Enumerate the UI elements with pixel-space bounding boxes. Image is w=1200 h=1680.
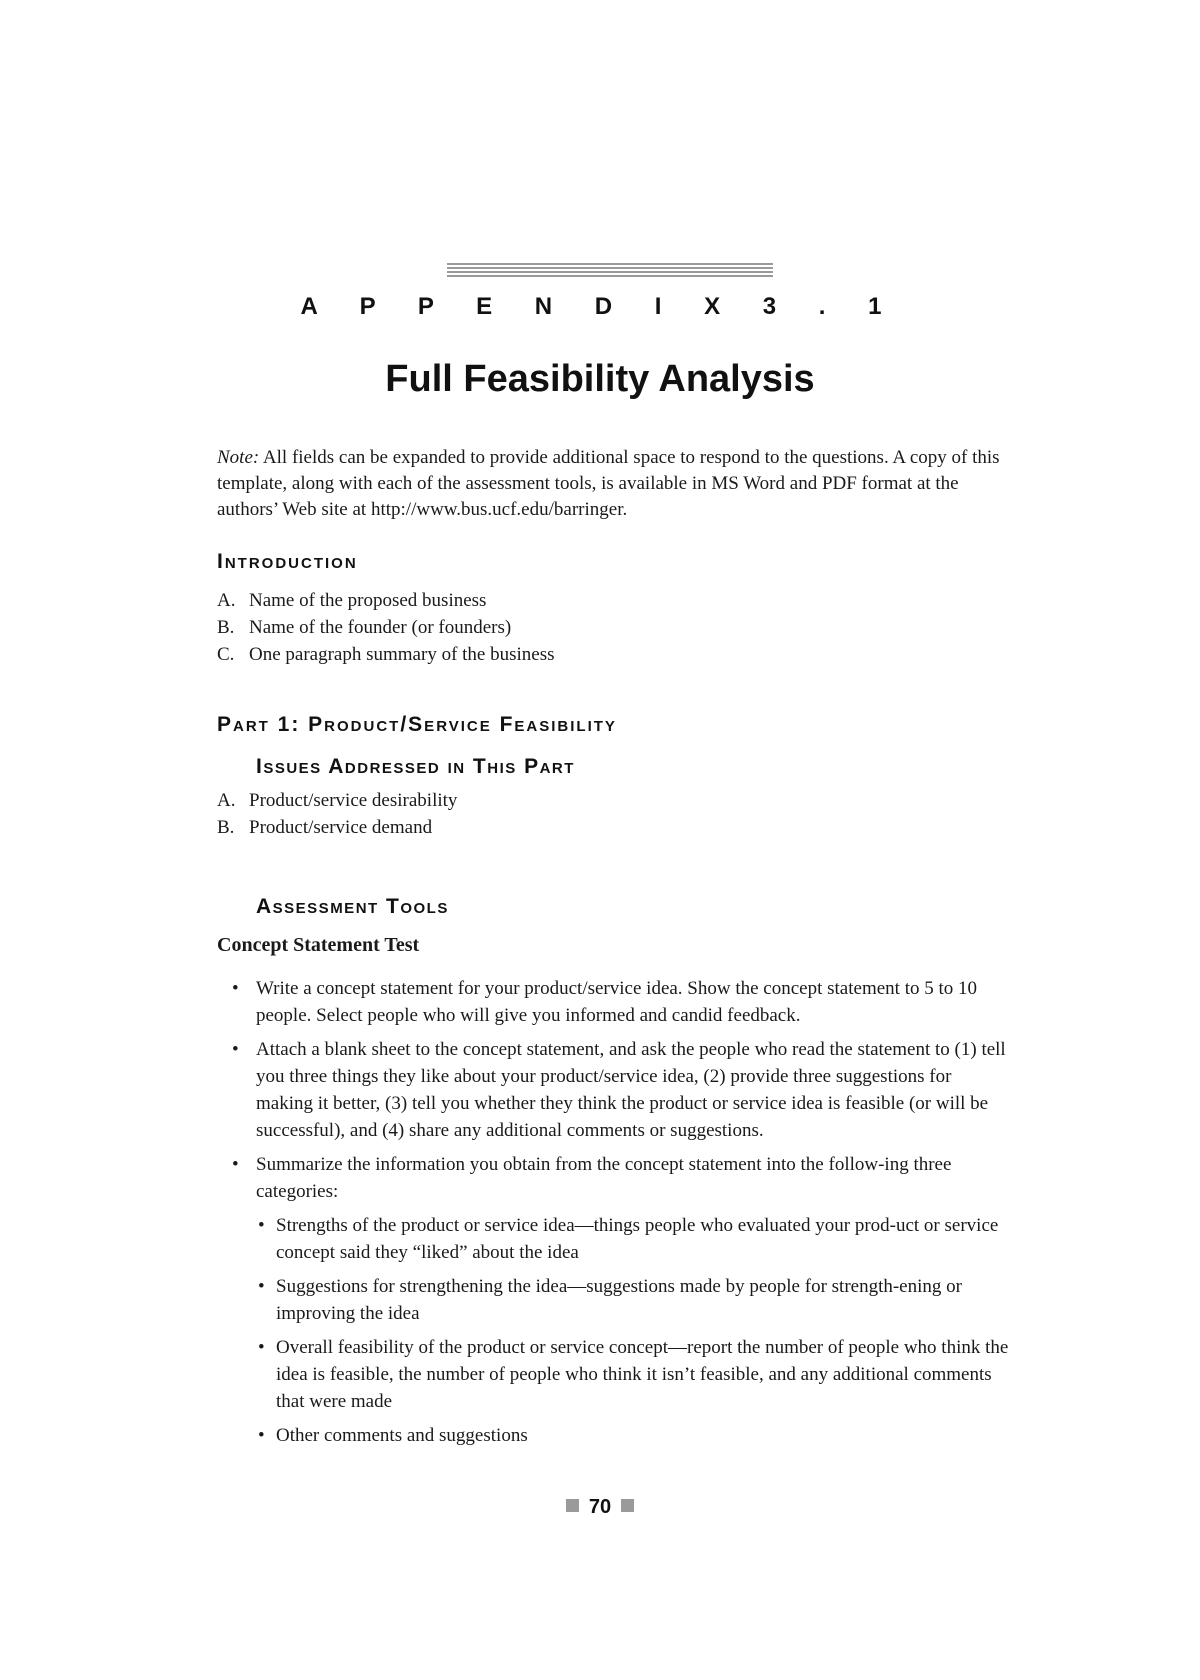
issues-list xyxy=(217,787,457,841)
note-paragraph xyxy=(217,445,1007,523)
part1-heading: Part 1: Product/Service Feasibility xyxy=(217,713,617,736)
list-item: A. Product/service desirability xyxy=(217,790,458,811)
sub-bullet-item: • Suggestions for strengthening the idea—suggestions made by people for strength-ening or improving the idea xyxy=(256,1273,1012,1327)
note-text: All fields can be expanded to provide additional space to respond to the questions. A copy of this template, along with each of the assessment tools, is available in MS Word and PDF format at the authors’ Web site at http://www.bus.ucf.edu/barringer. xyxy=(217,447,1000,520)
sub-bullet-item: • Other comments and suggestions xyxy=(256,1422,1012,1449)
list-item: C. One paragraph summary of the business xyxy=(217,644,555,665)
concept-statement-heading: Concept Statement Test xyxy=(217,934,420,956)
list-item: A. Name of the proposed business xyxy=(217,590,487,611)
concept-bullets xyxy=(232,975,1012,1456)
bullet-item: • Attach a blank sheet to the concept statement, and ask the people who read the statement to (1) tell you three things they like about your product/service idea, (2) provide three suggestions for making it better, (3) tell you whether they think the product or service idea is feasible (or will be successful), and (4) share any additional comments or suggestions. xyxy=(232,1036,1012,1144)
sub-bullets xyxy=(256,1212,1012,1449)
assessment-tools-heading: Assessment Tools xyxy=(256,895,449,918)
issues-heading: Issues Addressed in This Part xyxy=(256,755,575,778)
square-ornament-icon xyxy=(621,1499,634,1512)
bullet-item: • Write a concept statement for your product/service idea. Show the concept statement to 5 to 10 people. Select people who will give you informed and candid feedback. xyxy=(232,975,1012,1029)
sub-bullet-item: • Overall feasibility of the product or service concept—report the number of people who think the idea is feasible, the number of people who think it isn’t feasible, and any additional comments that were made xyxy=(256,1334,1012,1415)
introduction-heading: Introduction xyxy=(217,550,358,573)
list-item: B. Name of the founder (or founders) xyxy=(217,617,512,638)
page-title: Full Feasibility Analysis xyxy=(385,358,815,400)
introduction-list xyxy=(217,587,555,668)
list-item: B. Product/service demand xyxy=(217,817,433,838)
note-label: Note: xyxy=(217,447,260,468)
bullet-item: • Summarize the information you obtain from the concept statement into the follow-ing three categories: • Strengths of the product or service idea—things people who evaluated your prod-uct or service concept said they “liked” about the idea • Suggestions for strengthening the idea—suggestions made by people for strength-ening or improving the idea • Overall feasibility of the product or service concept—report the number of people who think the idea is feasible, the number of people who think it isn’t feasible, and any additional comments that were made • Other comments and suggestions xyxy=(232,1151,1012,1449)
appendix-label: A P P E N D I X 3 . 1 xyxy=(300,293,900,320)
sub-bullet-item: • Strengths of the product or service idea—things people who evaluated your prod-uct or service concept said they “liked” about the idea xyxy=(256,1212,1012,1266)
appendix-rule xyxy=(447,263,773,279)
page-number: 70 xyxy=(588,1496,612,1518)
page-footer xyxy=(0,1496,1200,1519)
square-ornament-icon xyxy=(566,1499,579,1512)
